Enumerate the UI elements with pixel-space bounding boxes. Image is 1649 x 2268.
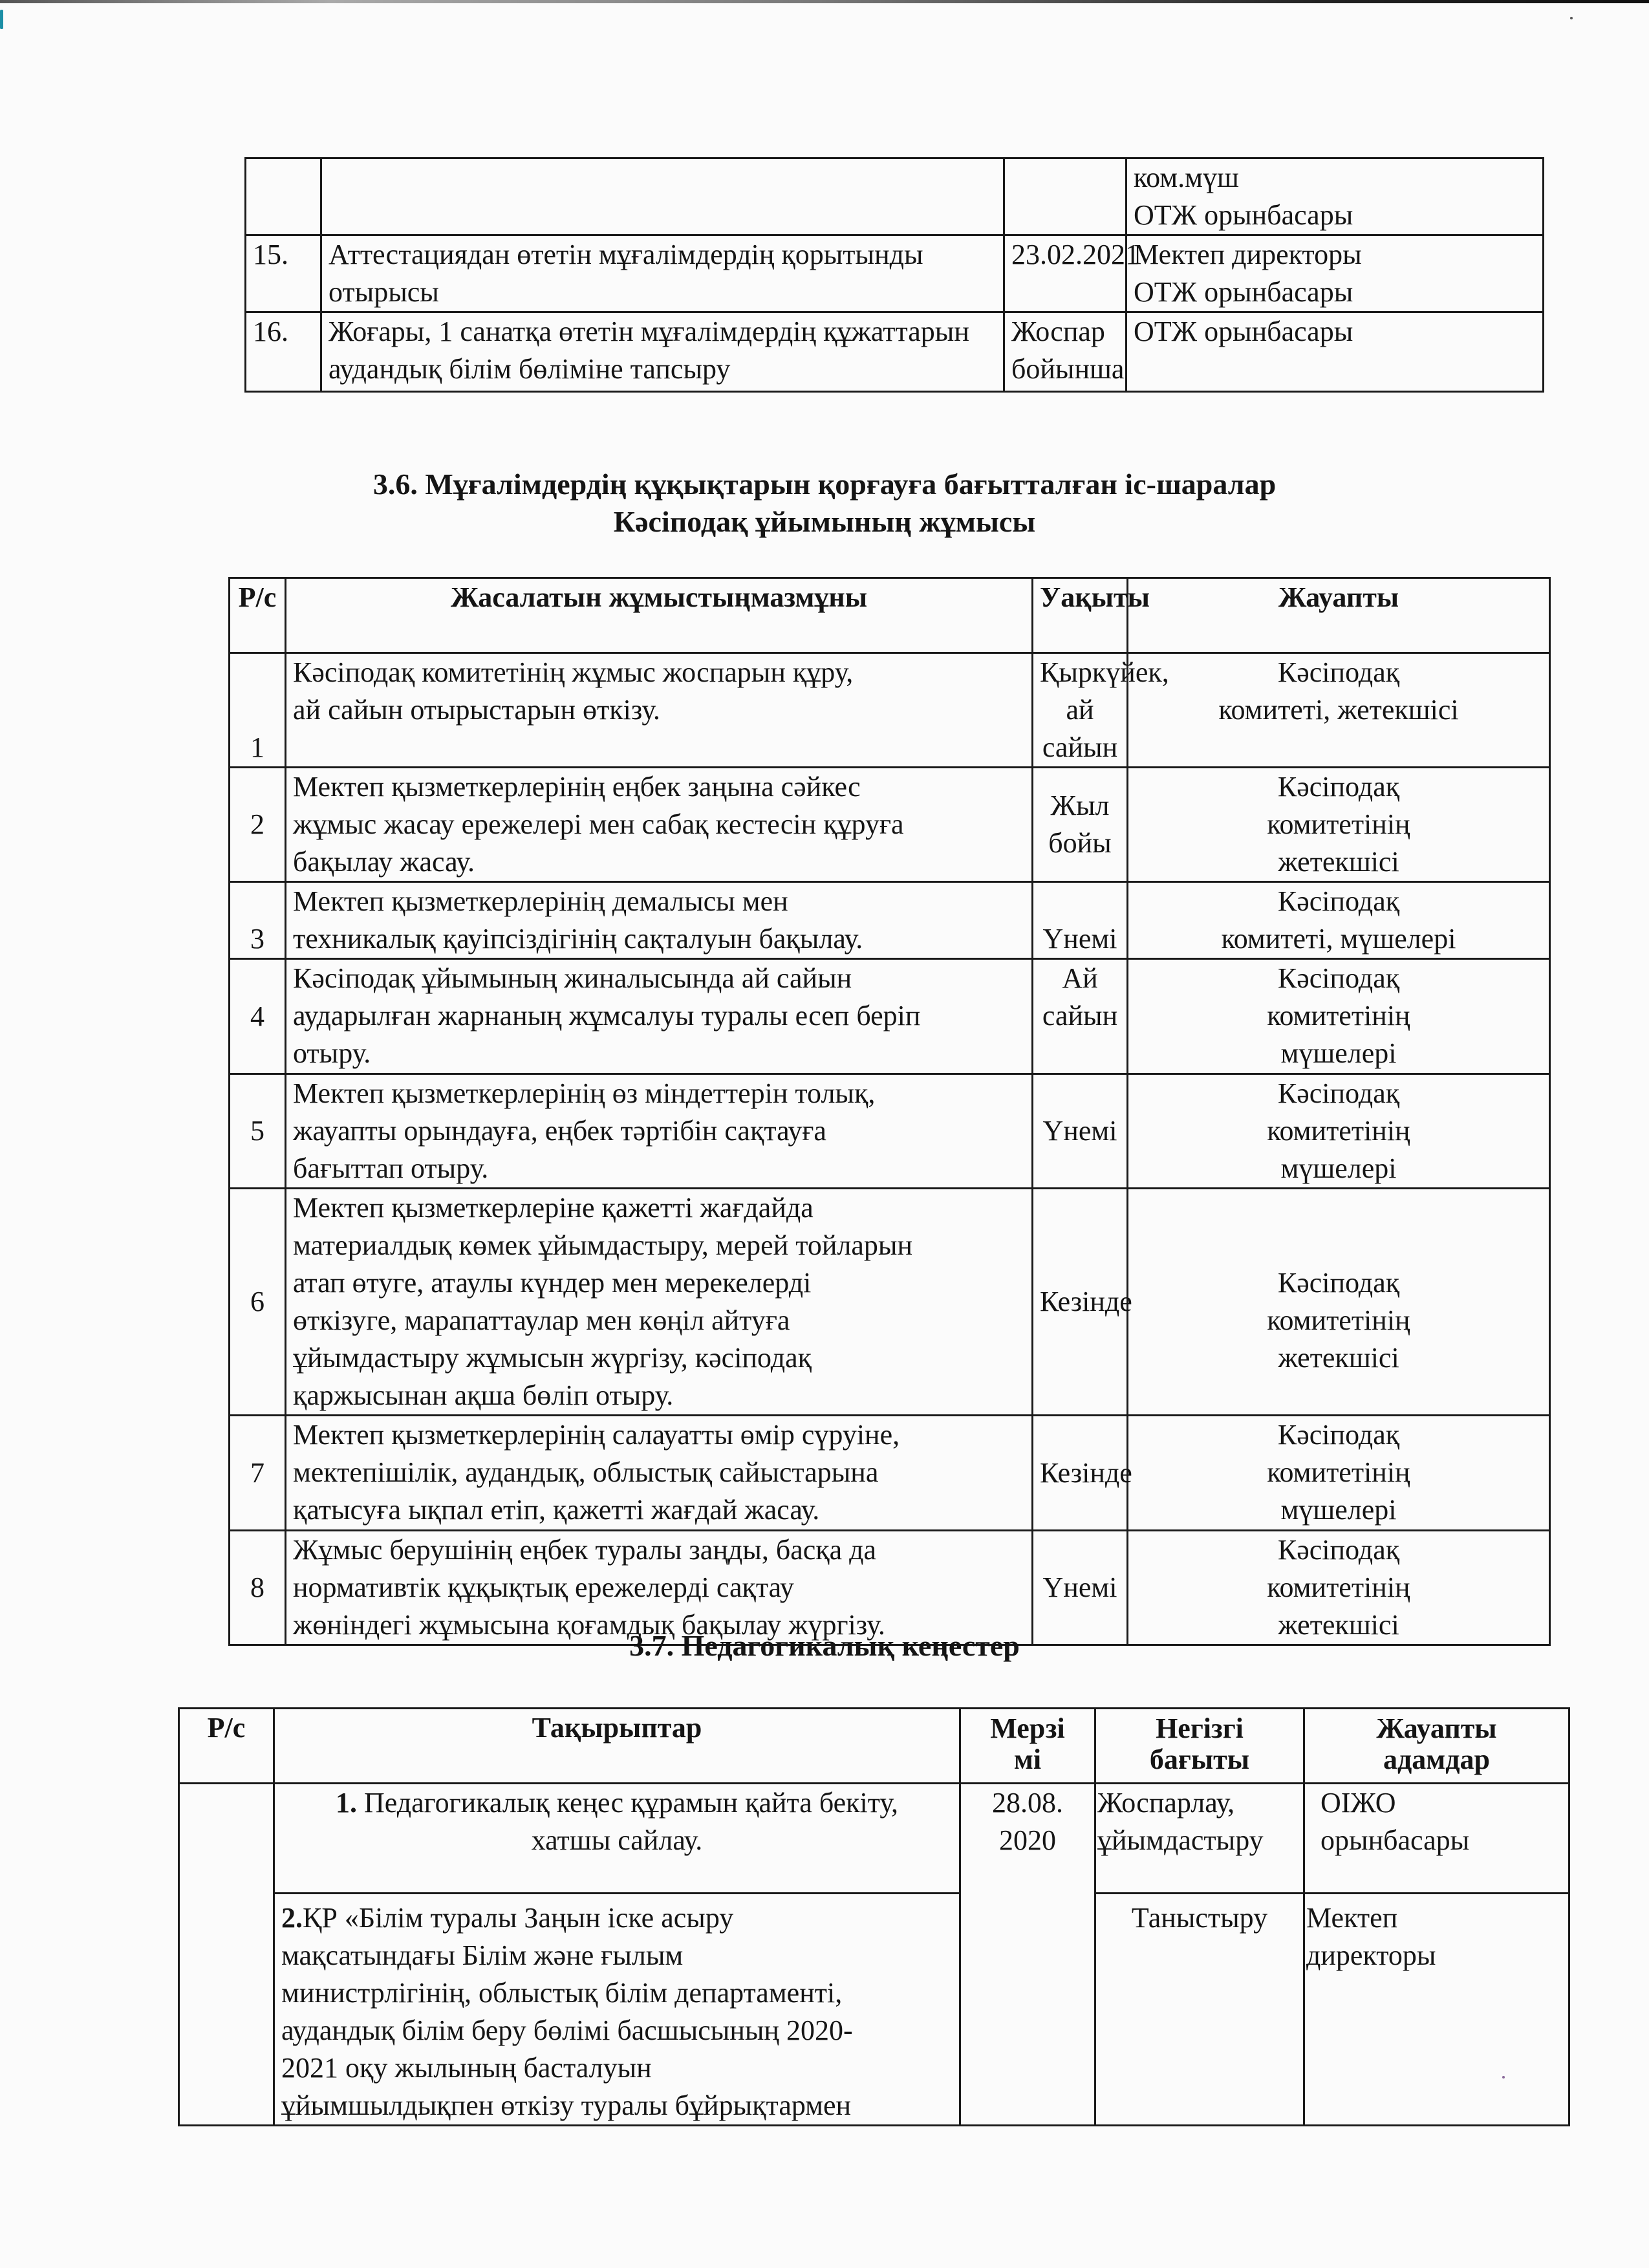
- row-number: 3: [230, 882, 286, 959]
- content-line: мектепішілік, аудандық, облыстық сайыстарына: [293, 1456, 879, 1488]
- content-line: Мектеп қызметкерлеріне қажетті жағдайда: [293, 1192, 814, 1224]
- date-cell: 23.02.2021: [1004, 235, 1126, 312]
- responsible-line: комитетінің: [1267, 1571, 1410, 1603]
- responsible-cell: [1304, 1894, 1569, 2126]
- time-line: Кезінде: [1040, 1456, 1132, 1489]
- content-line: Мектеп қызметкерлерінің өз міндеттерін толық,: [293, 1077, 876, 1109]
- responsible-cell: [1128, 1416, 1550, 1531]
- topic-cell: [274, 1894, 960, 2126]
- deadline-line: 28.08.: [992, 1787, 1063, 1819]
- header-line: Жауапты: [1376, 1712, 1497, 1744]
- responsible-line: Кәсіподақ: [1277, 771, 1400, 803]
- responsible-line: Кәсіподақ: [1277, 1267, 1400, 1299]
- topic-number: 2.: [281, 1902, 303, 1934]
- row-number: 2: [230, 768, 286, 882]
- responsible-line: мүшелері: [1280, 1037, 1397, 1069]
- content-line: бағыттап отыру.: [293, 1152, 489, 1184]
- task-cell: [321, 158, 1004, 235]
- direction-line: ұйымдастыру: [1097, 1824, 1264, 1856]
- responsible-line: Мектеп директоры: [1134, 239, 1362, 270]
- header-time: Уақыты: [1033, 578, 1128, 653]
- content-line: Кәсіподақ комитетінің жұмыс жоспарын құру,: [293, 656, 854, 688]
- table-row: [230, 1416, 1550, 1531]
- content-line: Мектеп қызметкерлерінің салауатты өмір сүруіне,: [293, 1419, 900, 1451]
- header-line: Мерзі: [990, 1712, 1065, 1744]
- direction-cell: [1095, 1894, 1304, 2126]
- section-title-line: 3.6. Мұғалімдердің құқықтарын қорғауға бағытталған іс-шаралар: [372, 468, 1277, 501]
- responsible-cell: [1128, 1189, 1550, 1416]
- content-line: бақылау жасау.: [293, 846, 475, 878]
- responsible-cell: [1128, 1074, 1550, 1189]
- table-row: [230, 768, 1550, 882]
- responsible-cell: [1128, 882, 1550, 959]
- table-row: [179, 1784, 1569, 1894]
- content-line: атап өтуге, атаулы күндер мен мерекелерді: [293, 1267, 812, 1299]
- direction-line: Жоспарлау,: [1097, 1787, 1235, 1819]
- time-cell: [1033, 653, 1169, 768]
- content-line: жұмыс жасау ережелері мен сабақ кестесін құруға: [293, 808, 904, 840]
- responsible-cell: [1126, 235, 1544, 312]
- responsible-line: комитетінің: [1267, 1456, 1410, 1488]
- responsible-line: жетекшісі: [1278, 1342, 1399, 1374]
- header-number: Р/с: [230, 578, 286, 653]
- content-cell: [286, 1189, 1033, 1416]
- responsible-line: Кәсіподақ: [1277, 1419, 1400, 1451]
- topic-line: мақсатындағы Білім және ғылым: [281, 1939, 684, 1971]
- content-cell: [286, 768, 1033, 882]
- content-line: өткізуге, марапаттаулар мен көңіл айтуға: [293, 1304, 790, 1336]
- pedagogical-councils-table: [178, 1707, 1570, 2126]
- time-cell: [1033, 1416, 1132, 1531]
- header-line: Негізгі: [1156, 1712, 1244, 1744]
- row-number: 1: [230, 653, 286, 768]
- row-number-empty: [179, 1784, 274, 2126]
- deadline-cell: [960, 1784, 1095, 2126]
- content-line: ай сайын отырыстарын өткізу.: [293, 694, 660, 726]
- topic-line: ҚР «Білім туралы Заңын іске асыру: [303, 1902, 734, 1934]
- task-cell: Жоғары, 1 санатқа өтетін мұғалімдердің құжаттарын аудандық білім бөліміне тапсыру: [321, 312, 1004, 392]
- direction-cell: [1095, 1784, 1304, 1894]
- header-line: адамдар: [1383, 1744, 1490, 1775]
- responsible-line: комитетінің: [1267, 1304, 1410, 1336]
- responsible-line: комитетінің: [1267, 1115, 1410, 1147]
- responsible-cell: [1128, 959, 1550, 1074]
- table-header-row: [230, 578, 1550, 653]
- time-line: Жыл бойы: [1048, 790, 1112, 859]
- date-cell: Жоспар бойынша: [1004, 312, 1126, 392]
- scan-edge-top: [0, 0, 1649, 3]
- trade-union-table: [228, 577, 1551, 1646]
- content-line: аударылған жарнаның жұмсалуы туралы есеп беріп: [293, 1000, 921, 1031]
- header-direction: [1095, 1709, 1304, 1784]
- content-cell: [286, 1416, 1033, 1531]
- time-cell: [1033, 1189, 1132, 1416]
- time-line: сайын: [1042, 1000, 1118, 1031]
- header-topics: Тақырыптар: [274, 1709, 960, 1784]
- header-responsible: Жауапты: [1128, 578, 1550, 653]
- header-deadline: [960, 1709, 1095, 1784]
- responsible-line: комитетінің: [1267, 1000, 1410, 1031]
- time-line: Үнемі: [1042, 923, 1117, 955]
- content-line: Мектеп қызметкерлерінің еңбек заңына сәйкес: [293, 771, 861, 803]
- table-row: [230, 1189, 1550, 1416]
- responsible-cell: [1128, 768, 1550, 882]
- scan-speck: [1570, 17, 1573, 19]
- responsible-line: ком.мүш: [1134, 162, 1239, 193]
- responsible-line: ОІЖО: [1320, 1787, 1396, 1819]
- time-cell: [1033, 959, 1128, 1074]
- content-line: отыру.: [293, 1037, 371, 1069]
- responsible-line: Кәсіподақ: [1277, 1077, 1400, 1109]
- table-row: [230, 882, 1550, 959]
- responsible-cell: [1126, 158, 1544, 235]
- time-line: Ай: [1062, 962, 1098, 994]
- responsible-line: Кәсіподақ: [1277, 1534, 1400, 1566]
- responsible-line: ОТЖ орынбасары: [1134, 276, 1353, 308]
- topic-line: министрлігінің, облыстық білім департаменті,: [281, 1977, 843, 2009]
- topic-line: ұйымшылдықпен өткізу туралы бұйрықтармен: [281, 2090, 852, 2121]
- row-number: 7: [230, 1416, 286, 1531]
- table-header-row: [179, 1709, 1569, 1784]
- responsible-line: Мектеп: [1306, 1902, 1398, 1934]
- content-line: Жұмыс берушінің еңбек туралы заңды, басқа да: [293, 1534, 877, 1566]
- content-line: ұйымдастыру жұмысын жүргізу, кәсіподақ: [293, 1342, 812, 1374]
- time-line: Үнемі: [1042, 1571, 1117, 1603]
- header-responsible: [1304, 1709, 1569, 1784]
- date-cell: [1004, 158, 1126, 235]
- time-line: Кезінде: [1040, 1286, 1132, 1317]
- responsible-line: мүшелері: [1280, 1152, 1397, 1184]
- content-cell: [286, 882, 1033, 959]
- direction-line: Таныстыру: [1131, 1902, 1268, 1934]
- header-number: Р/с: [179, 1709, 274, 1784]
- content-line: Кәсіподақ ұйымының жиналысында ай сайын: [293, 962, 852, 994]
- header-line: бағыты: [1149, 1744, 1250, 1775]
- deadline-line: 2020: [999, 1824, 1056, 1856]
- responsible-cell: [1304, 1784, 1569, 1894]
- content-line: қатысуға ықпал етіп, қажетті жағдай жасау.: [293, 1494, 820, 1526]
- table-row: [179, 1894, 1569, 2126]
- time-cell: [1033, 768, 1128, 882]
- content-cell: [286, 1074, 1033, 1189]
- responsible-line: орынбасары: [1320, 1824, 1470, 1856]
- responsible-line: ОТЖ орынбасары: [1134, 316, 1353, 347]
- content-cell: [286, 959, 1033, 1074]
- row-number: 8: [230, 1531, 286, 1645]
- row-number: 5: [230, 1074, 286, 1189]
- responsible-cell: [1128, 653, 1550, 768]
- continued-plan-table: [244, 157, 1544, 393]
- table-row: [246, 235, 1544, 312]
- section-3-7-title: 3.7. Педагогикалық кеңестер: [629, 1629, 1020, 1662]
- responsible-line: жетекшісі: [1278, 1609, 1399, 1641]
- row-number: 6: [230, 1189, 286, 1416]
- table-row: [246, 158, 1544, 235]
- row-number: 16.: [246, 312, 321, 392]
- responsible-line: директоры: [1306, 1939, 1436, 1971]
- table-row: [230, 653, 1550, 768]
- table-row: [246, 312, 1544, 392]
- responsible-line: комитеті, мүшелері: [1221, 923, 1456, 955]
- time-cell: [1033, 1074, 1128, 1189]
- scan-mark-left: [0, 10, 3, 29]
- content-line: қаржысынан ақша бөліп отыру.: [293, 1379, 674, 1411]
- responsible-line: мүшелері: [1280, 1494, 1397, 1526]
- time-line: Үнемі: [1042, 1115, 1117, 1147]
- row-number: 15.: [246, 235, 321, 312]
- responsible-line: комитеті, жетекшісі: [1218, 694, 1459, 726]
- time-line: Қыркүйек,: [1040, 656, 1169, 688]
- content-cell: [286, 653, 1033, 768]
- header-line: мі: [1013, 1744, 1042, 1775]
- responsible-line: Кәсіподақ: [1277, 885, 1400, 917]
- content-line: жөніндегі жұмысына қоғамдық бақылау жүргізу.: [293, 1609, 885, 1641]
- table-row: [230, 959, 1550, 1074]
- content-line: материалдық көмек ұйымдастыру, мерей тойларын: [293, 1229, 913, 1261]
- row-number: 4: [230, 959, 286, 1074]
- responsible-line: Кәсіподақ: [1277, 962, 1400, 994]
- table-row: [230, 1074, 1550, 1189]
- content-line: техникалық қауіпсіздігінің сақталуын бақылау.: [293, 923, 863, 955]
- section-3-6-title: [0, 466, 1649, 541]
- content-line: нормативтік құқықтық ережелерді сақтау: [293, 1571, 794, 1603]
- responsible-line: комитетінің: [1267, 808, 1410, 840]
- content-line: Мектеп қызметкерлерінің демалысы мен: [293, 885, 788, 917]
- topic-cell: [274, 1784, 960, 1894]
- header-content: Жасалатын жұмыстыңмазмұны: [286, 578, 1033, 653]
- responsible-cell: [1126, 312, 1544, 392]
- topic-line: аудандық білім беру бөлімі басшысының 2020-: [281, 2014, 853, 2046]
- section-subtitle-line: Кәсіподақ ұйымының жұмысы: [613, 505, 1036, 538]
- row-number: [246, 158, 321, 235]
- responsible-line: жетекшісі: [1278, 846, 1399, 878]
- time-line: ай сайын: [1042, 694, 1118, 763]
- topic-line: хатшы сайлау.: [531, 1824, 703, 1856]
- responsible-line: ОТЖ орынбасары: [1134, 199, 1353, 231]
- topic-number: 1.: [335, 1787, 357, 1819]
- task-cell: Аттестациядан өтетін мұғалімдердің қорытынды отырысы: [321, 235, 1004, 312]
- topic-line: 2021 оқу жылының басталуын: [281, 2052, 652, 2084]
- time-cell: [1033, 882, 1128, 959]
- content-line: жауапты орындауға, еңбек тәртібін сақтауға: [293, 1115, 826, 1147]
- responsible-line: Кәсіподақ: [1277, 656, 1400, 688]
- topic-line: Педагогикалық кеңес құрамын қайта бекіту,: [363, 1787, 898, 1819]
